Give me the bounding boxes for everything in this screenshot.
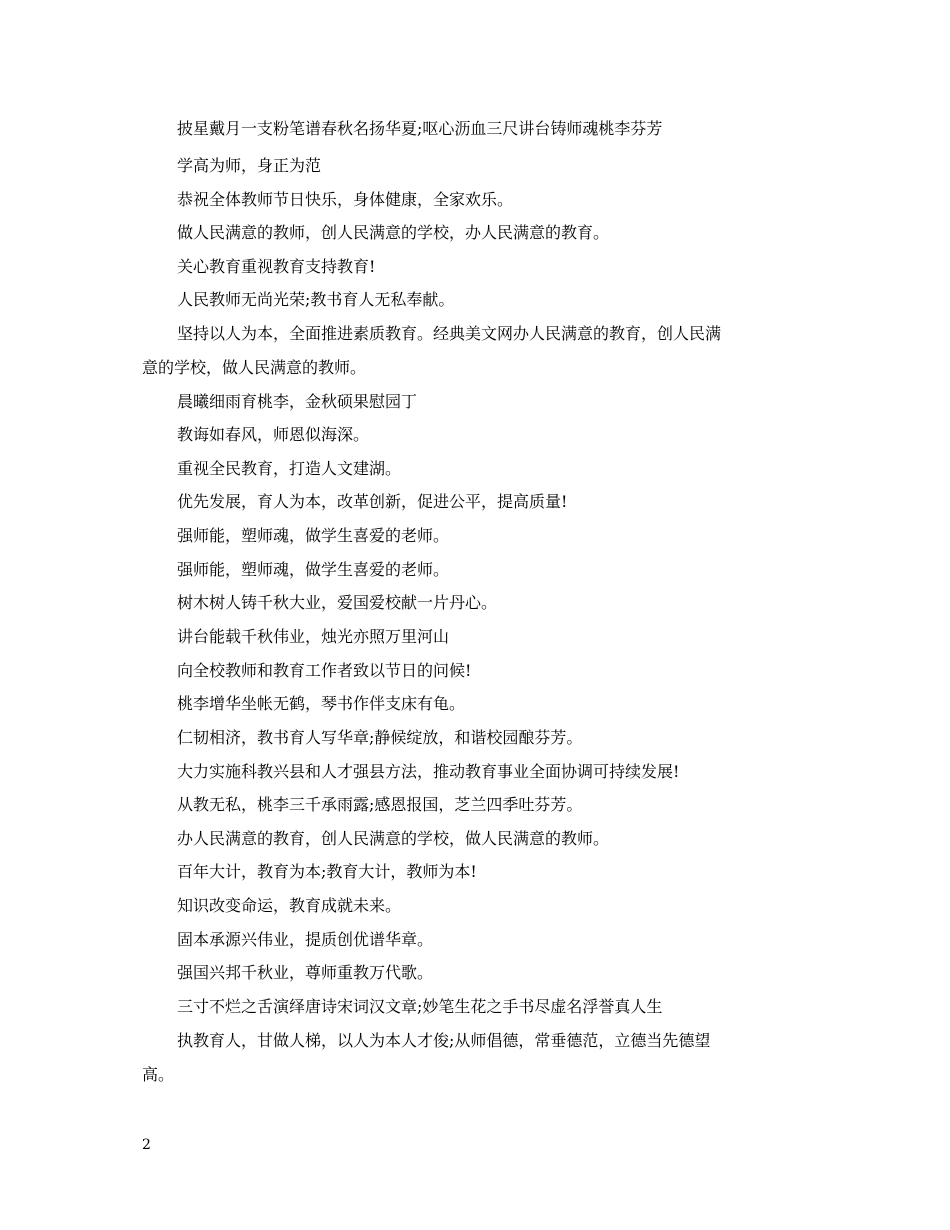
text-line: 三寸不烂之舌演绎唐诗宋词汉文章;妙笔生花之手书尽虚名浮誉真人生 xyxy=(177,997,663,1016)
text-line: 教诲如春风，师恩似海深。 xyxy=(177,425,370,444)
page-number: 2 xyxy=(142,1137,151,1153)
text-line: 大力实施科教兴县和人才强县方法，推动教育事业全面协调可持续发展! xyxy=(177,762,680,781)
text-line: 执教育人，甘做人梯，以人为本人才俊;从师倡德，常垂德范，立德当先德望 xyxy=(177,1031,711,1050)
text-line: 重视全民教育，打造人文建湖。 xyxy=(177,459,402,478)
text-line: 做人民满意的教师，创人民满意的学校，办人民满意的教育。 xyxy=(177,223,610,242)
text-line: 桃李增华坐帐无鹤，琴书作伴支床有龟。 xyxy=(177,694,466,713)
text-line: 固本承源兴伟业，提质创优谱华章。 xyxy=(177,930,434,949)
text-line: 知识改变命运，教育成就未来。 xyxy=(177,896,402,915)
text-line: 强师能，塑师魂，做学生喜爱的老师。 xyxy=(177,560,450,579)
text-line: 披星戴月一支粉笔谱春秋名扬华夏;呕心沥血三尺讲台铸师魂桃李芬芳 xyxy=(177,119,663,138)
text-line: 意的学校，做人民满意的教师。 xyxy=(142,358,367,377)
text-line: 高。 xyxy=(142,1065,175,1084)
text-line: 关心教育重视教育支持教育! xyxy=(177,257,376,276)
text-line: 晨曦细雨育桃李，金秋硕果慰园丁 xyxy=(177,392,418,411)
text-line: 人民教师无尚光荣;教书育人无私奉献。 xyxy=(177,290,455,309)
text-line: 办人民满意的教育，创人民满意的学校，做人民满意的教师。 xyxy=(177,829,610,848)
text-line: 强师能，塑师魂，做学生喜爱的老师。 xyxy=(177,526,450,545)
text-line: 优先发展，育人为本，改革创新，促进公平，提高质量! xyxy=(177,492,568,511)
text-line: 学高为师，身正为范 xyxy=(177,156,322,175)
text-line: 从教无私，桃李三千承雨露;感恩报国，芝兰四季吐芬芳。 xyxy=(177,795,583,814)
text-line: 恭祝全体教师节日快乐，身体健康，全家欢乐。 xyxy=(177,190,514,209)
text-line: 向全校教师和教育工作者致以节日的问候! xyxy=(177,661,472,680)
text-line: 强国兴邦千秋业，尊师重教万代歌。 xyxy=(177,963,434,982)
text-line: 讲台能载千秋伟业，烛光亦照万里河山 xyxy=(177,627,450,646)
text-line: 百年大计，教育为本;教育大计，教师为本! xyxy=(177,862,477,881)
text-line: 仁韧相济，教书育人写华章;静候绽放，和谐校园酿芬芳。 xyxy=(177,728,583,747)
text-line: 树木树人铸千秋大业，爱国爱校献一片丹心。 xyxy=(177,593,498,612)
text-line: 坚持以人为本，全面推进素质教育。经典美文网办人民满意的教育，创人民满 xyxy=(177,324,722,343)
